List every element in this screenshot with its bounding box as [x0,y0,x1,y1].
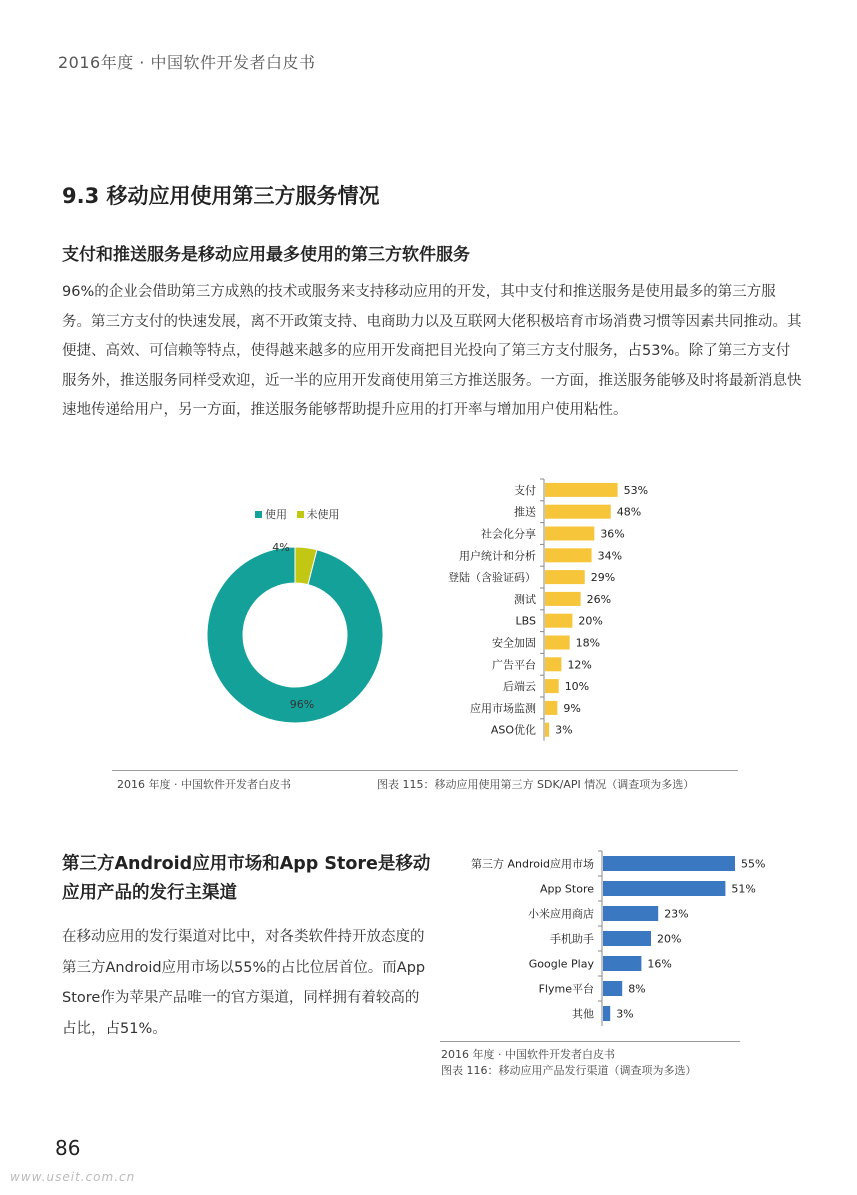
bar-value-label: 18% [575,636,601,650]
bar-2 [545,527,594,541]
bar-value-label: 23% [664,907,689,921]
bar-category-label: App Store [539,882,594,896]
bar-3 [603,931,651,946]
bar-value-label: 12% [567,658,592,672]
bar-value-label: 48% [616,505,642,519]
bar-category-label: 第三方 Android应用市场 [470,857,594,871]
bar-value-label: 20% [657,932,682,946]
bar-value-label: 55% [741,857,766,871]
header-title: 2016年度 · 中国软件开发者白皮书 [58,53,316,72]
bar-value-label: 51% [731,882,756,896]
bar-category-label: 其他 [572,1007,594,1021]
figure-115-rule [112,770,738,771]
sdk-bar-chart [420,478,720,746]
bar-category-label: 小米应用商店 [528,907,594,921]
bar-category-label: Google Play [528,957,594,971]
bar-6 [603,1006,610,1021]
bar-category-label: 登陆（含验证码） [448,571,536,585]
donut-label-unused: 4% [272,541,290,554]
subtitle-payment-push: 支付和推送服务是移动应用最多使用的第三方软件服务 [62,245,470,265]
bar-4 [603,956,641,971]
bar-4 [545,570,585,584]
donut-chart [195,535,395,735]
bar-7 [545,636,570,650]
bar-category-label: 安全加固 [492,636,536,650]
bar-category-label: 社会化分享 [481,527,536,541]
bar-11 [545,723,549,737]
bar-value-label: 3% [555,723,573,737]
bar-8 [545,657,561,671]
figure-115-source: 2016 年度 · 中国软件开发者白皮书 [117,778,291,791]
bar-2 [603,906,658,921]
legend-item-unused [297,506,340,522]
bar-9 [545,679,559,693]
section-title: 9.3 移动应用使用第三方服务情况 [62,184,380,208]
bar-value-label: 9% [563,701,581,715]
bar-value-label: 29% [590,571,616,585]
donut-label-used: 96% [289,698,315,711]
legend-label-unused: 未使用 [306,508,340,521]
bar-category-label: Flyme平台 [538,982,594,996]
bar-0 [603,856,735,871]
bar-1 [545,505,611,519]
donut-legend [255,506,346,522]
bar-category-label: 测试 [514,592,536,606]
bar-5 [603,981,622,996]
bar-category-label: 支付 [514,483,536,497]
legend-label-used: 使用 [265,508,287,521]
subtitle-distribution-channels: 第三方Android应用市场和App Store是移动应用产品的发行主渠道 [62,854,431,903]
page-number: 86 [55,1136,81,1160]
footer-url: www.useit.com.cn [10,1170,136,1184]
figure-116-caption: 图表 116：移动应用产品发行渠道（调查项为多选） [441,1064,697,1077]
paragraph-distribution-channels: 在移动应用的发行渠道对比中，对各类软件持开放态度的第三方Android应用市场以55%的占比位居首位。而App Store作为苹果产品唯一的官方渠道，同样拥有着较高的占比，占51%。 [62,929,426,1037]
bar-category-label: 手机助手 [550,932,594,946]
bar-value-label: 10% [564,680,590,694]
legend-swatch-unused [297,511,304,518]
bar-value-label: 16% [647,957,672,971]
bar-1 [603,881,725,896]
figure-115-caption: 图表 115：移动应用使用第三方 SDK/API 情况（调查项为多选） [377,778,695,791]
legend-swatch-used [255,511,262,518]
bar-category-label: 推送 [514,505,536,519]
bar-0 [545,483,618,497]
bar-6 [545,614,572,628]
legend-item-used [255,506,287,522]
bar-category-label: ASO优化 [490,723,536,737]
bar-value-label: 20% [578,614,603,628]
bar-5 [545,592,581,606]
bar-value-label: 26% [586,592,612,606]
bar-3 [545,548,592,562]
bar-category-label: 用户统计和分析 [459,549,536,563]
figure-116-rule [440,1041,740,1042]
bar-category-label: 应用市场监测 [470,701,536,715]
figure-116-source: 2016 年度 · 中国软件开发者白皮书 [441,1048,615,1061]
bar-category-label: 广告平台 [492,658,536,672]
bar-category-label: 后端云 [503,680,536,694]
bar-value-label: 53% [623,483,649,497]
bar-10 [545,701,557,715]
bar-value-label: 8% [628,982,646,996]
bar-value-label: 36% [600,527,625,541]
bar-category-label: LBS [515,614,536,628]
channel-bar-chart [440,848,800,1028]
paragraph-payment-push: 96%的企业会借助第三方成熟的技术或服务来支持移动应用的开发，其中支付和推送服务是使用最多的第三方服务。第三方支付的快速发展，离不开政策支持、电商助力以及互联网大佬积极培育市场消费习惯等因素共同推动。其便捷、高效、可信赖等特点，使得越来越多的应用开发商把目光投向了第三方支付服务，占53%。除了第三方支付服务外，推送服务同样受欢迎，近一半的应用开发商使用第三方推送服务。一方面，推送服务能够及时将最新消息快速地传递给用户，另一方面，推送服务能够帮助提升应用的打开率与增加用户使用粘性。 [62,284,802,419]
bar-value-label: 3% [616,1007,634,1021]
bar-value-label: 34% [597,549,623,563]
